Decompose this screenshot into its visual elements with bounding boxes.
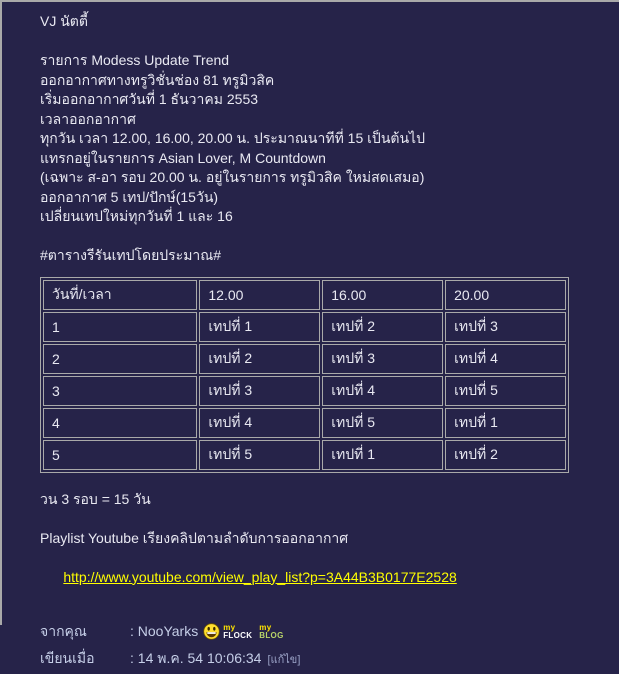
cell-tape: เทปที่ 3 bbox=[322, 344, 443, 374]
youtube-playlist-link[interactable]: http://www.youtube.com/view_play_list?p=3A44B3B0177E2528 bbox=[63, 568, 457, 585]
cell-tape: เทปที่ 5 bbox=[445, 376, 566, 406]
cell-tape: เทปที่ 2 bbox=[322, 312, 443, 342]
col-header-2000: 20.00 bbox=[445, 280, 566, 310]
written-row bbox=[40, 645, 611, 672]
playlist-label: Playlist Youtube เรียงคลิปตามลำดับการออกอากาศ bbox=[40, 529, 349, 546]
table-row bbox=[43, 344, 566, 374]
post-line-tape-count: ออกอากาศ 5 เทป/ปักษ์(15วัน) bbox=[40, 188, 219, 205]
cell-tape: เทปที่ 2 bbox=[199, 344, 320, 374]
myblog-badge-top: my bbox=[259, 622, 272, 632]
grin-emoticon bbox=[203, 623, 220, 640]
cell-tape: เทปที่ 1 bbox=[445, 408, 566, 438]
vj-name-line: VJ นัตตี้ bbox=[40, 13, 88, 29]
post-footer bbox=[40, 618, 611, 672]
myblog-badge-name: BLOG bbox=[259, 630, 284, 640]
col-header-date-time: วันที่/เวลา bbox=[43, 280, 197, 310]
cell-tape: เทปที่ 5 bbox=[199, 440, 320, 470]
table-row bbox=[43, 312, 566, 342]
cell-tape: เทปที่ 3 bbox=[445, 312, 566, 342]
cell-tape: เทปที่ 3 bbox=[199, 376, 320, 406]
cell-tape: เทปที่ 4 bbox=[199, 408, 320, 438]
from-row bbox=[40, 618, 611, 645]
post-line-start-date: เริ่มออกอากาศวันที่ 1 ธันวาคม 2553 bbox=[40, 91, 259, 107]
loop-note: วน 3 รอบ = 15 วัน bbox=[40, 490, 151, 507]
col-header-1600: 16.00 bbox=[322, 280, 443, 310]
cell-tape: เทปที่ 1 bbox=[199, 312, 320, 342]
myflock-badge-top: my bbox=[223, 622, 236, 632]
post-line-airtime-header: เวลาออกอากาศ bbox=[40, 110, 136, 127]
table-row bbox=[43, 376, 566, 406]
from-label: จากคุณ bbox=[40, 622, 87, 639]
post-line-program: รายการ Modess Update Trend bbox=[40, 52, 230, 68]
cell-day: 2 bbox=[43, 344, 197, 374]
from-value: : NooYarks bbox=[130, 622, 199, 639]
cell-day: 4 bbox=[43, 408, 197, 438]
written-value: : 14 พ.ค. 54 10:06:34 bbox=[130, 649, 262, 666]
post-content bbox=[2, 2, 619, 672]
cell-tape: เทปที่ 2 bbox=[445, 440, 566, 470]
myflock-badge[interactable] bbox=[223, 624, 252, 640]
cell-tape: เทปที่ 4 bbox=[322, 376, 443, 406]
cell-day: 5 bbox=[43, 440, 197, 470]
cell-day: 3 bbox=[43, 376, 197, 406]
edit-link[interactable]: [แก้ไข] bbox=[267, 653, 301, 666]
rerun-schedule-table bbox=[40, 277, 569, 473]
playlist-link-line bbox=[40, 548, 611, 607]
post-line-channel: ออกอากาศทางทรูวิชั่นช่อง 81 ทรูมิวสิค bbox=[40, 71, 275, 88]
table-row bbox=[43, 408, 566, 438]
written-label: เขียนเมื่อ bbox=[40, 649, 95, 666]
table-header-row bbox=[43, 280, 566, 310]
post-line-airtime-detail: ทุกวัน เวลา 12.00, 16.00, 20.00 น. ประมาณนาทีที่ 15 เป็นต้นไป bbox=[40, 130, 425, 146]
myblog-badge[interactable] bbox=[259, 624, 283, 640]
table-row bbox=[43, 440, 566, 470]
myflock-badge-name: FLOCK bbox=[223, 630, 253, 640]
col-header-1200: 12.00 bbox=[199, 280, 320, 310]
cell-day: 1 bbox=[43, 312, 197, 342]
post-line-weekend-note: (เฉพาะ ส-อา รอบ 20.00 น. อยู่ในรายการ ทรูมิวสิค ใหม่สดเสมอ) bbox=[40, 169, 425, 185]
post-line-tape-change: เปลี่ยนเทปใหม่ทุกวันที่ 1 และ 16 bbox=[40, 208, 233, 224]
cell-tape: เทปที่ 1 bbox=[322, 440, 443, 470]
cell-tape: เทปที่ 5 bbox=[322, 408, 443, 438]
post-line-inserted-programs: แทรกอยู่ในรายการ Asian Lover, M Countdown bbox=[40, 149, 326, 166]
cell-tape: เทปที่ 4 bbox=[445, 344, 566, 374]
table-caption: #ตารางรีรันเทปโดยประมาณ# bbox=[40, 247, 222, 263]
